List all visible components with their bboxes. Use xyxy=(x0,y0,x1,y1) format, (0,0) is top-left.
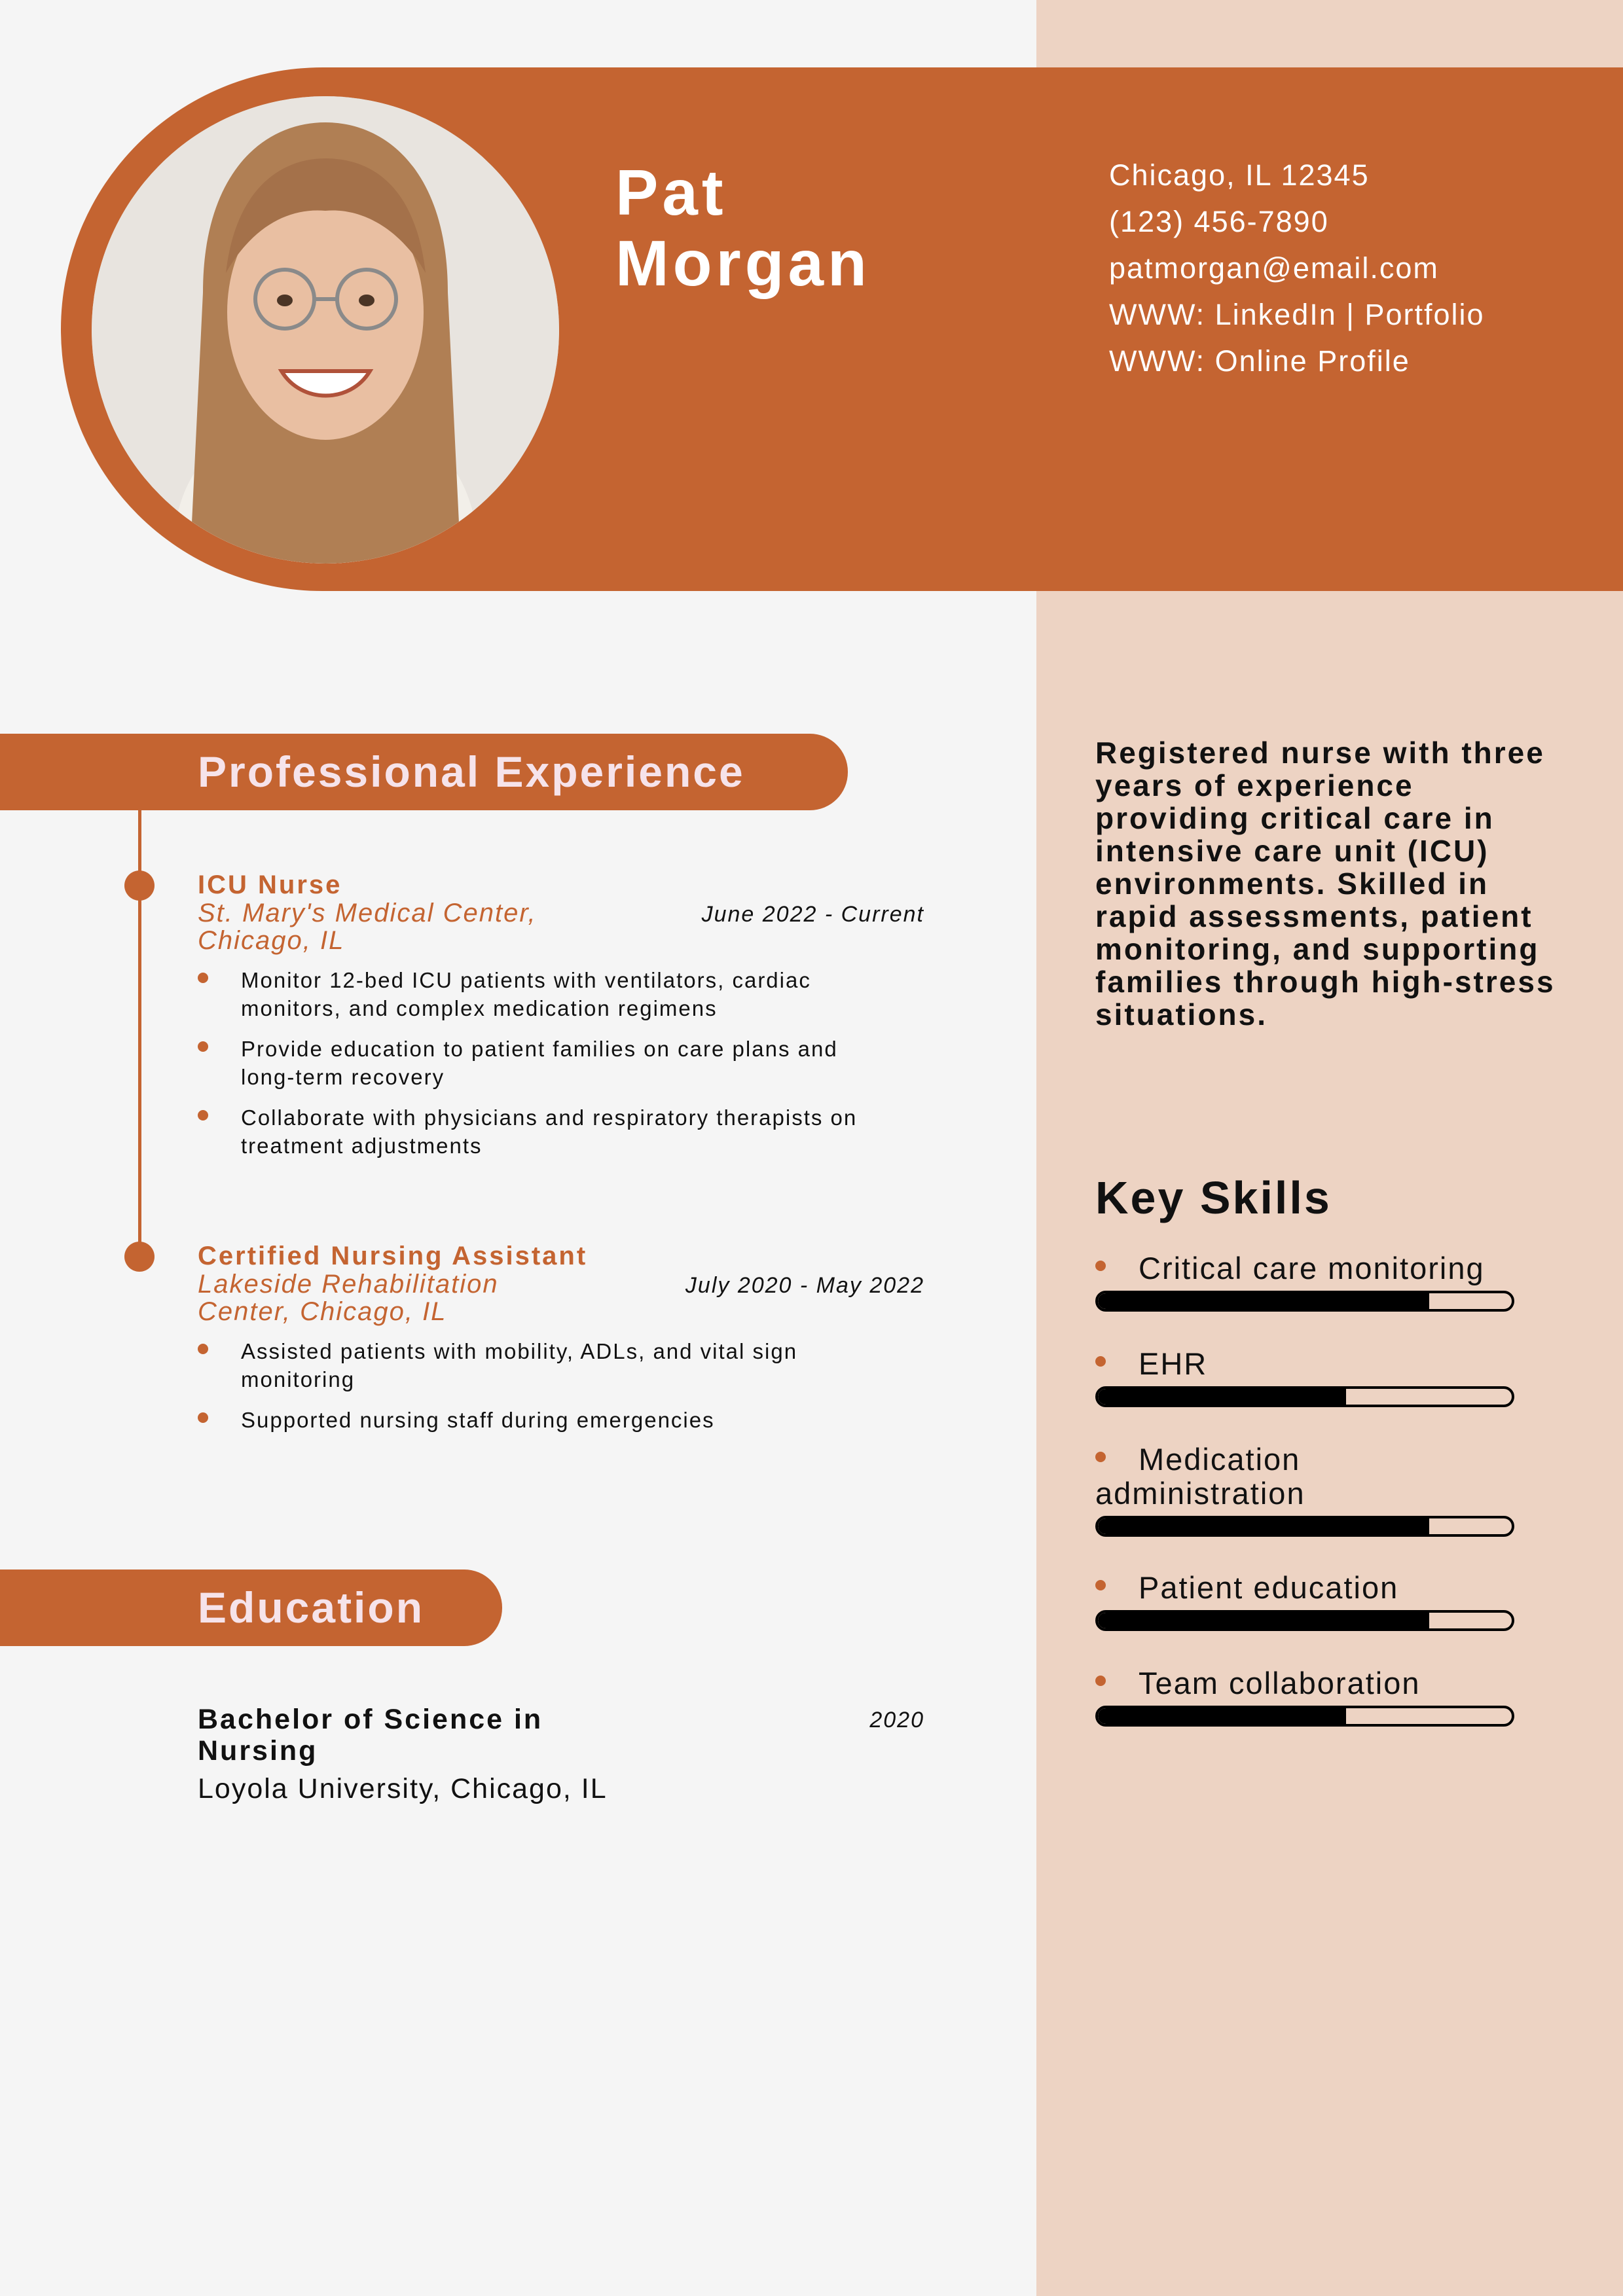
list-item: Monitor 12-bed ICU patients with ventilators, cardiac monitors, and complex medication regimens xyxy=(198,966,866,1022)
contact-www-links[interactable]: WWW: LinkedIn | Portfolio xyxy=(1109,298,1485,331)
skill-level-bar xyxy=(1095,1610,1514,1631)
skill-label: Patient education xyxy=(1095,1571,1514,1605)
contact-info xyxy=(1109,152,1485,384)
job-date: June 2022 - Current xyxy=(701,902,924,927)
job-entry xyxy=(198,870,924,1172)
skill-level-bar xyxy=(1095,1706,1514,1727)
list-item: Supported nursing staff during emergencies xyxy=(198,1406,866,1434)
profile-photo-illustration xyxy=(92,96,559,564)
education-entry xyxy=(198,1704,924,1805)
skill-item xyxy=(1095,1251,1514,1312)
list-item: Assisted patients with mobility, ADLs, and vital sign monitoring xyxy=(198,1337,866,1393)
skill-item xyxy=(1095,1666,1514,1727)
job-date: July 2020 - May 2022 xyxy=(685,1273,924,1298)
skills-heading: Key Skills xyxy=(1095,1172,1332,1223)
job-bullets xyxy=(198,966,924,1160)
candidate-name xyxy=(615,157,871,298)
experience-heading: Professional Experience xyxy=(198,747,745,796)
skill-label: Critical care monitoring xyxy=(1095,1251,1514,1285)
timeline-dot xyxy=(124,870,155,901)
first-name: Pat xyxy=(615,156,727,228)
professional-summary: Registered nurse with three years of experience providing critical care in intensive care unit (ICU) environments. Skilled in rapid assessments, patient monitoring, and supporting families through high-stress situations. xyxy=(1095,736,1556,1031)
contact-www-profile[interactable]: WWW: Online Profile xyxy=(1109,344,1410,378)
job-company: Lakeside Rehabilitation Center, Chicago, IL xyxy=(198,1270,499,1326)
skill-item xyxy=(1095,1443,1410,1537)
contact-address: Chicago, IL 12345 xyxy=(1109,158,1370,192)
skill-level-bar xyxy=(1095,1291,1514,1312)
job-entry xyxy=(198,1242,924,1446)
list-item: Collaborate with physicians and respiratory therapists on treatment adjustments xyxy=(198,1103,866,1160)
skill-label: Medication administration xyxy=(1095,1443,1410,1511)
skill-level-fill xyxy=(1098,1708,1346,1724)
contact-phone: (123) 456-7890 xyxy=(1109,205,1329,238)
experience-section-tab xyxy=(0,734,848,810)
timeline-dot xyxy=(124,1242,155,1272)
education-heading: Education xyxy=(198,1583,425,1632)
skill-item xyxy=(1095,1571,1514,1631)
job-title: Certified Nursing Assistant xyxy=(198,1242,588,1270)
skill-level-fill xyxy=(1098,1293,1429,1309)
list-item: Provide education to patient families on care plans and long-term recovery xyxy=(198,1035,866,1091)
skill-level-fill xyxy=(1098,1389,1346,1405)
last-name: Morgan xyxy=(615,227,871,299)
skill-label: Team collaboration xyxy=(1095,1666,1514,1700)
contact-email[interactable]: patmorgan@email.com xyxy=(1109,251,1439,285)
education-school: Loyola University, Chicago, IL xyxy=(198,1773,608,1804)
job-title: ICU Nurse xyxy=(198,870,342,899)
job-bullets xyxy=(198,1337,924,1434)
education-date: 2020 xyxy=(869,1708,924,1732)
skill-level-fill xyxy=(1098,1613,1429,1628)
skill-label: EHR xyxy=(1095,1347,1514,1381)
skill-level-bar xyxy=(1095,1386,1514,1407)
profile-photo xyxy=(92,96,559,564)
skill-level-fill xyxy=(1098,1518,1429,1534)
skill-level-bar xyxy=(1095,1516,1514,1537)
job-company: St. Mary's Medical Center, Chicago, IL xyxy=(198,899,537,955)
education-degree: Bachelor of Science in Nursing xyxy=(198,1704,543,1767)
skill-item xyxy=(1095,1347,1514,1407)
education-section-tab xyxy=(0,1570,502,1646)
